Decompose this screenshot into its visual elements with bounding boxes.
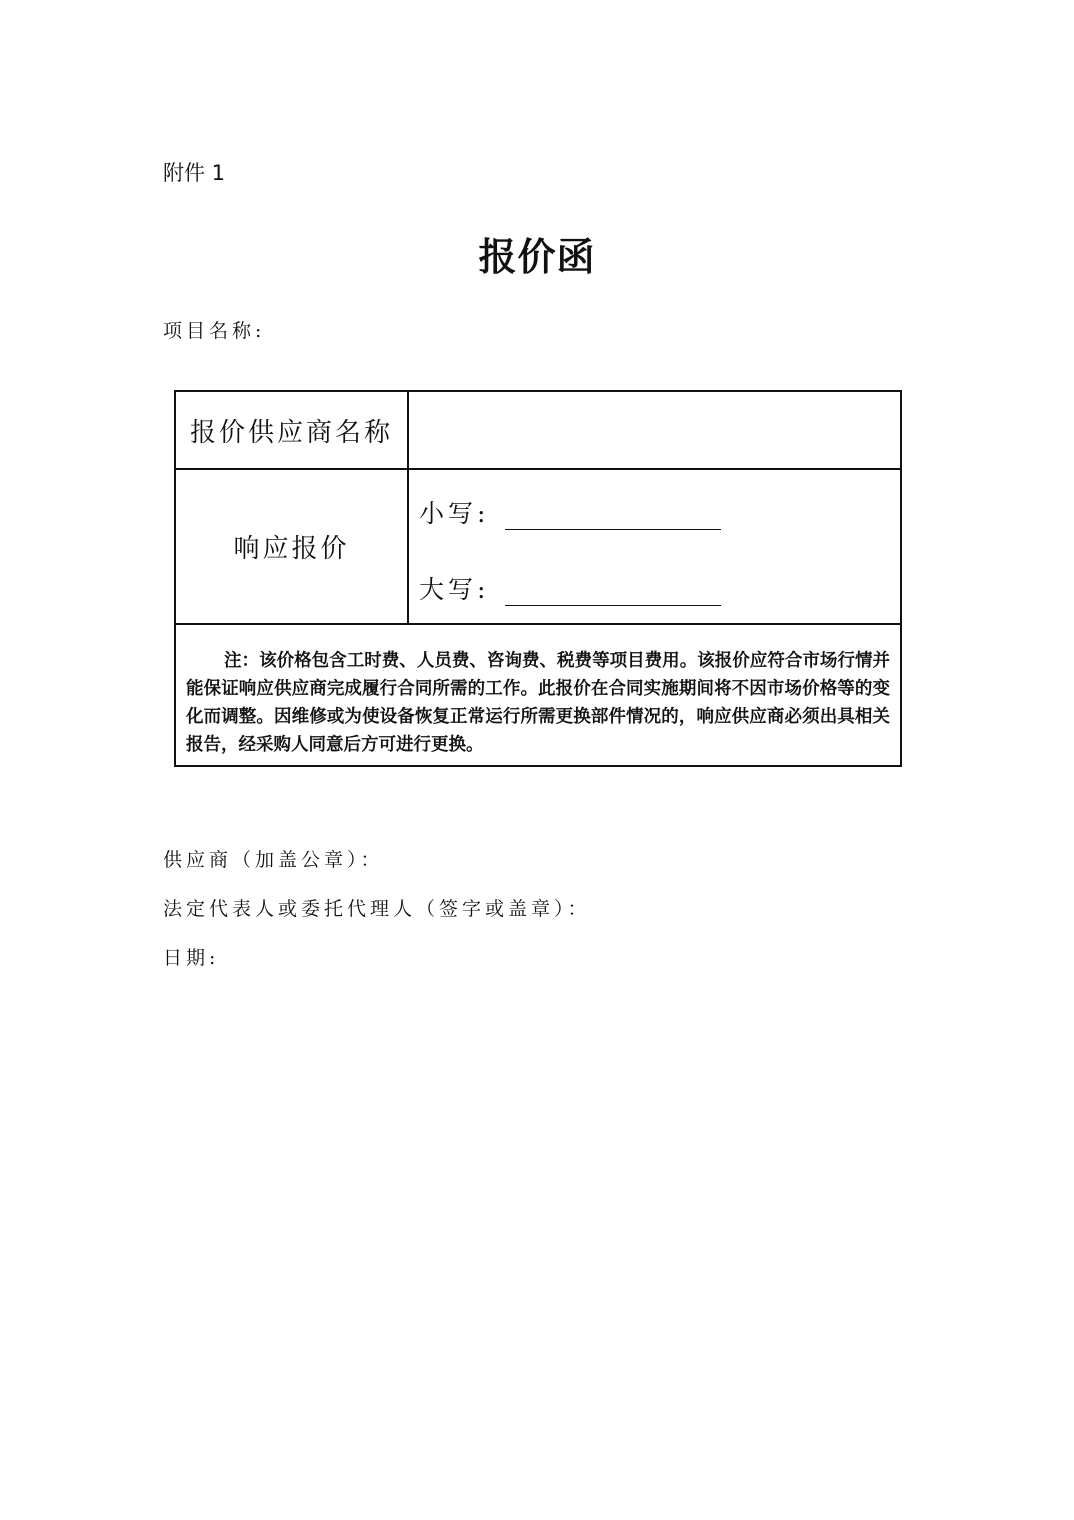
quote-table xyxy=(174,390,902,767)
page-title: 报价函 xyxy=(478,234,596,279)
uppercase-price-line xyxy=(409,570,900,606)
representative-label: 法定代表人或委托代理人（签字或盖章）： xyxy=(163,898,591,920)
project-name-label: 项目名称: xyxy=(163,320,266,342)
lowercase-blank xyxy=(505,503,721,530)
supplier-name-label: 报价供应商名称 xyxy=(175,391,408,469)
response-price-label: 响应报价 xyxy=(175,469,408,624)
note-cell xyxy=(175,624,901,766)
supplier-seal-label: 供应商（加盖公章）： xyxy=(163,849,384,871)
uppercase-label: 大写: xyxy=(419,574,490,604)
attachment-label: 附件 1 xyxy=(163,161,226,185)
note-row xyxy=(175,624,901,766)
uppercase-blank xyxy=(505,579,721,606)
lowercase-price-line xyxy=(409,494,900,530)
supplier-name-value xyxy=(408,391,901,469)
date-label: 日期: xyxy=(163,947,220,969)
response-price-row xyxy=(175,469,901,624)
response-price-value xyxy=(408,469,901,624)
note-text: 注：该价格包含工时费、人员费、咨询费、税费等项目费用。该报价应符合市场行情并能保证响应供应商完成履行合同所需的工作。此报价在合同实施期间将不因市场价格等的变化而调整。因维修或为使设备恢复正常运行所需更换部件情况的，响应供应商必须出具相关报告，经采购人同意后方可进行更换。 xyxy=(186,651,890,755)
supplier-name-row xyxy=(175,391,901,469)
lowercase-label: 小写: xyxy=(419,498,490,528)
